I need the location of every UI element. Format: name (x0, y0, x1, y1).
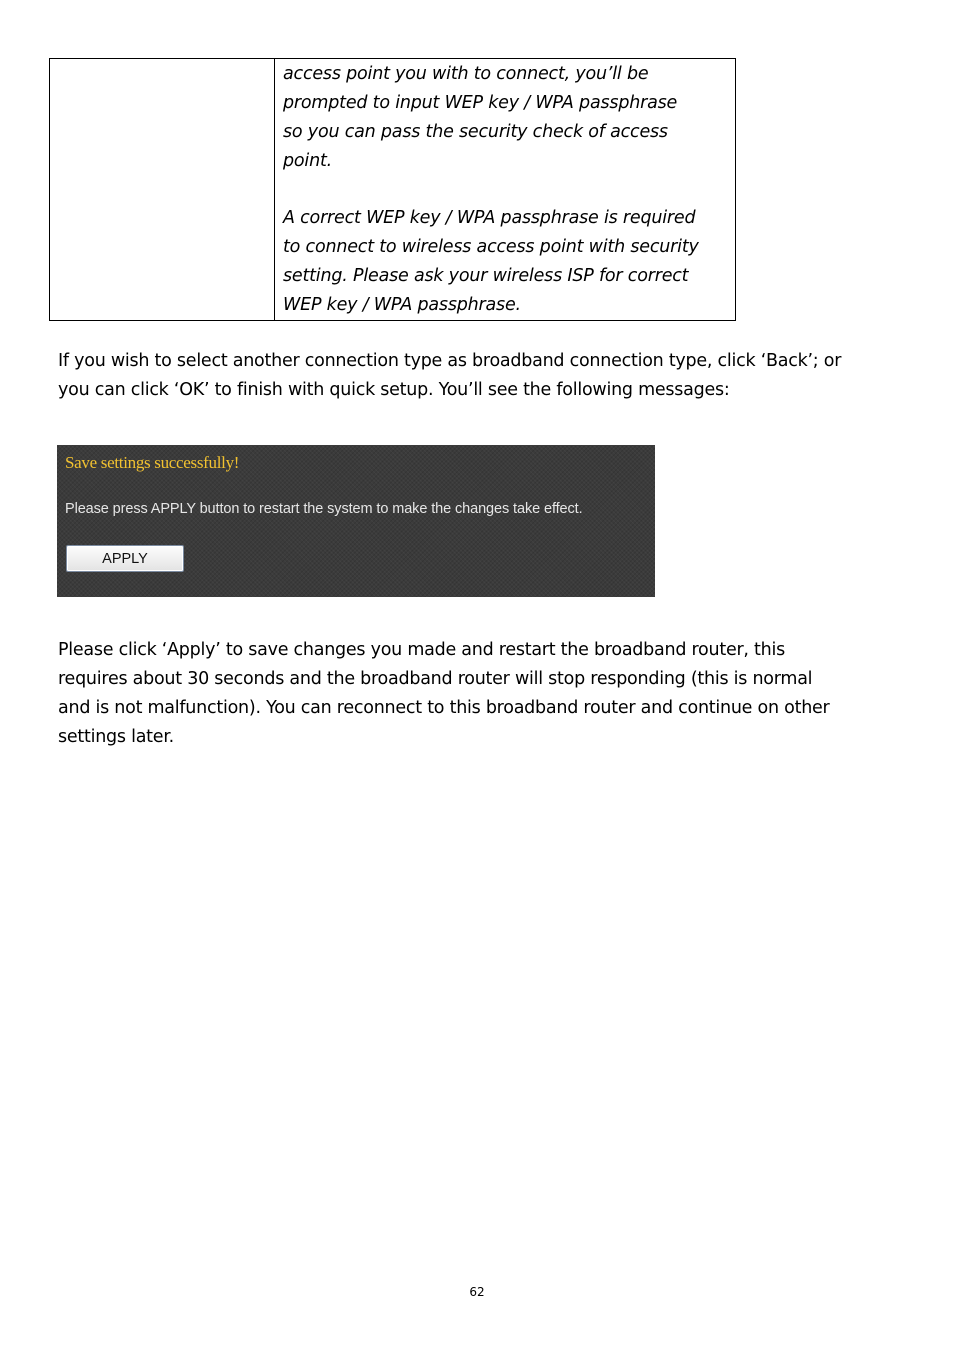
paragraph-line: requires about 30 seconds and the broadband router will stop responding (this is normal (58, 669, 813, 689)
save-success-title: Save settings successfully! (65, 453, 240, 472)
table-row (50, 59, 736, 321)
save-settings-screenshot (57, 445, 655, 597)
info-table (49, 58, 736, 321)
table-cell-right (275, 59, 736, 321)
cell-line: setting. Please ask your wireless ISP for correct (283, 266, 689, 286)
cell-line: to connect to wireless access point with security (283, 237, 699, 257)
paragraph-line: you can click ‘OK’ to finish with quick setup. You’ll see the following messages: (58, 380, 730, 400)
apply-button[interactable]: APPLY (66, 545, 184, 572)
restart-message: Please press APPLY button to restart the system to make the changes take effect. (65, 501, 583, 517)
cell-line: so you can pass the security check of access (283, 122, 668, 142)
paragraph-gap (283, 176, 727, 204)
paragraph-line: and is not malfunction). You can reconnect to this broadband router and continue on other (58, 698, 830, 718)
paragraph-line: Please click ‘Apply’ to save changes you made and restart the broadband router, this (58, 640, 785, 660)
page-number: 62 (469, 1285, 485, 1299)
table-cell-text (275, 59, 735, 320)
paragraph-line: If you wish to select another connection type as broadband connection type, click ‘Back’; or (58, 351, 842, 371)
apply-explanation-paragraph (58, 636, 908, 752)
cell-line: WEP key / WPA passphrase. (283, 295, 521, 315)
cell-line: access point you with to connect, you’ll be (283, 64, 649, 84)
cell-line: A correct WEP key / WPA passphrase is required (283, 208, 696, 228)
table-cell-left (50, 59, 275, 321)
paragraph-line: settings later. (58, 727, 174, 747)
instruction-paragraph (58, 347, 908, 405)
cell-line: point. (283, 151, 332, 171)
cell-line: prompted to input WEP key / WPA passphrase (283, 93, 678, 113)
